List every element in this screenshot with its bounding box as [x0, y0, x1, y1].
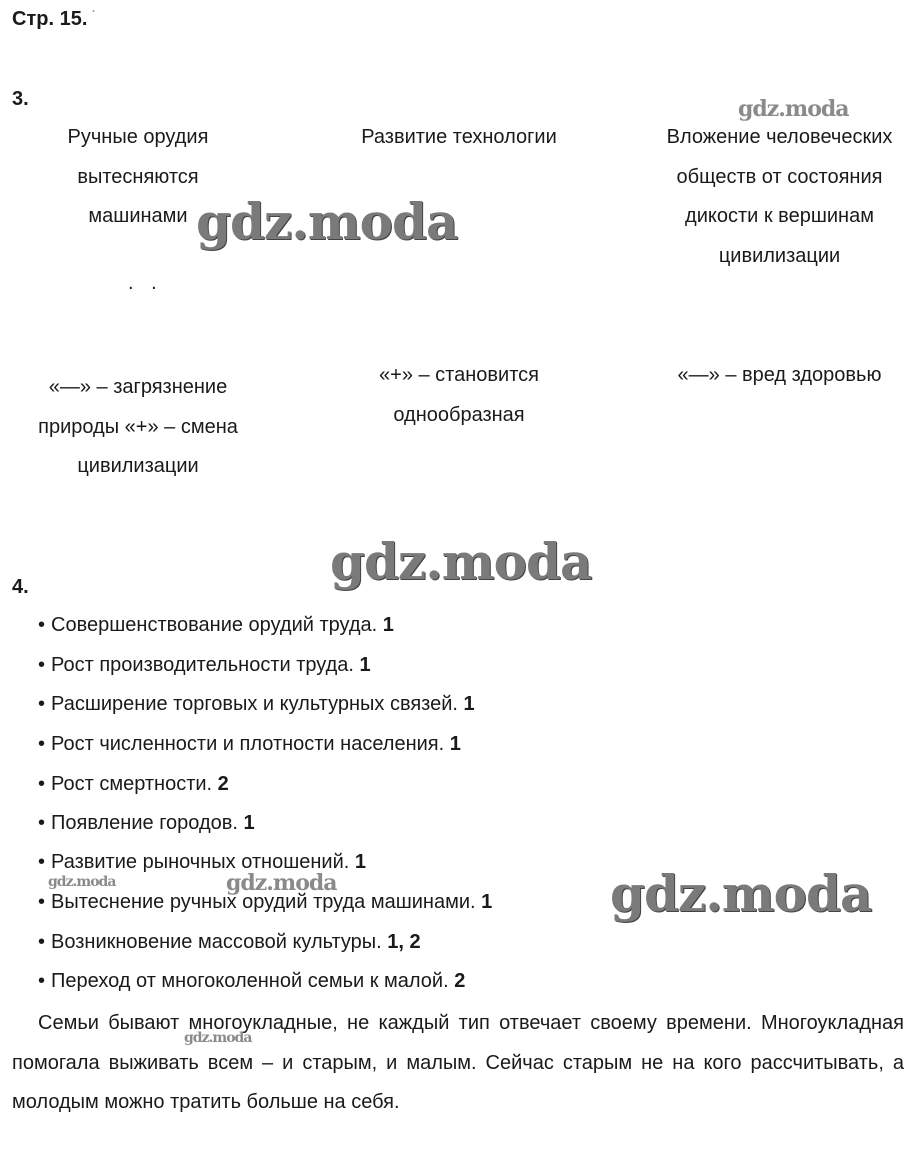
list-item: • Вытеснение ручных орудий труда машинами. 1 [38, 891, 493, 913]
task-3-col-2-top: Развитие технологии [361, 126, 557, 148]
list-item: • Развитие рыночных отношений. 1 [38, 851, 367, 873]
task-3-col-3-top: Вложение человеческих обществ от состояния дикости к вершинам цивилизации [666, 126, 893, 267]
list-item: • Расширение торговых и культурных связей. 1 [38, 693, 475, 715]
task-3-col-3-bottom: «—» – вред здоровью [677, 364, 882, 386]
list-item: • Совершенствование орудий труда. 1 [38, 614, 394, 636]
list-item: • Возникновение массовой культуры. 1, 2 [38, 931, 421, 953]
tick-mark: ˊ [91, 8, 96, 22]
list-item: • Появление городов. 1 [38, 812, 255, 834]
list-item: • Рост численности и плотности населения. 1 [38, 733, 461, 755]
page-heading [12, 8, 95, 31]
watermark: gdz.moda [226, 870, 337, 896]
watermark: gdz.moda [610, 864, 872, 923]
task-3-col-2-bottom: «+» – становится однообразная [379, 364, 539, 426]
list-item: • Рост производительности труда. 1 [38, 654, 371, 676]
watermark: gdz.moda [48, 874, 116, 890]
task-3-col-1-top: Ручные орудия вытесняются машинами [67, 126, 209, 227]
watermark: gdz.moda [330, 532, 592, 591]
list-item: • Переход от многоколенной семьи к малой. 2 [38, 970, 466, 992]
task-3-number: 3. [12, 88, 29, 110]
task-3-col-1-dots: . . [128, 272, 163, 294]
page-label: Стр. 15. [12, 8, 88, 30]
task-3-col-1-bottom: «—» – загрязнение природы «+» – смена цивилизации [38, 376, 238, 477]
list-item: • Рост смертности. 2 [38, 773, 229, 795]
task-4-number: 4. [12, 576, 29, 598]
watermark: gdz.moda [196, 192, 458, 251]
watermark: gdz.moda [184, 1030, 252, 1046]
watermark: gdz.moda [738, 96, 849, 122]
task-4-paragraph: Семьи бывают многоукладные, не каждый тип отвечает своему времени. Многоукладная помогала выживать всем – и старым, и малым. Сейчас старым не на кого рассчитывать, а молодым можно тратить больше на себя. [12, 1012, 904, 1113]
